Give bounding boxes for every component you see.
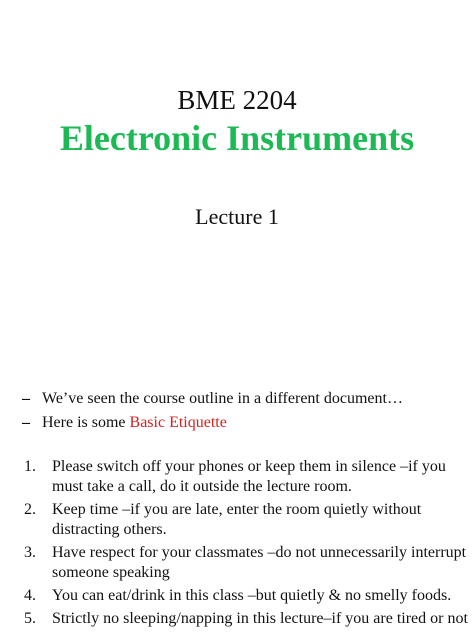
rule-text: Please switch off your phones or keep them in silence –if you must take a call, do it outside the lecture room.: [52, 458, 446, 495]
course-code: BME 2204: [177, 85, 297, 115]
rule-item: [24, 543, 470, 583]
intro-text: We’ve seen the course outline in a different document…: [42, 390, 403, 407]
rule-item: [24, 609, 470, 629]
rule-item: [24, 586, 470, 606]
intro-item: [22, 412, 462, 434]
rule-text: Strictly no sleeping/napping in this lecture–if you are tired or not: [52, 610, 468, 627]
rule-item: [24, 500, 470, 540]
intro-text: Here is some Basic Etiquette: [42, 414, 227, 431]
intro-list: [22, 388, 462, 436]
basic-etiquette-highlight: Basic Etiquette: [129, 414, 227, 431]
rule-text: Keep time –if you are late, enter the room quietly without distracting others.: [52, 501, 422, 538]
etiquette-rules-list: [24, 457, 470, 632]
rule-number: 3.: [24, 544, 36, 561]
rule-item: [24, 457, 470, 497]
intro-item: [22, 388, 462, 410]
rule-number: 5.: [24, 610, 36, 627]
rule-text: Have respect for your classmates –do not unnecessarily interrupt someone speaking: [52, 544, 467, 581]
dash-bullet: –: [22, 390, 30, 407]
rule-number: 4.: [24, 587, 36, 604]
course-title: Electronic Instruments: [59, 118, 415, 158]
rule-number: 2.: [24, 501, 36, 518]
dash-bullet: –: [22, 414, 30, 431]
rule-number: 1.: [24, 458, 36, 475]
rule-text: You can eat/drink in this class –but quietly & no smelly foods.: [52, 587, 452, 604]
lecture-number: Lecture 1: [195, 204, 279, 229]
slide-title-block: [0, 84, 474, 160]
